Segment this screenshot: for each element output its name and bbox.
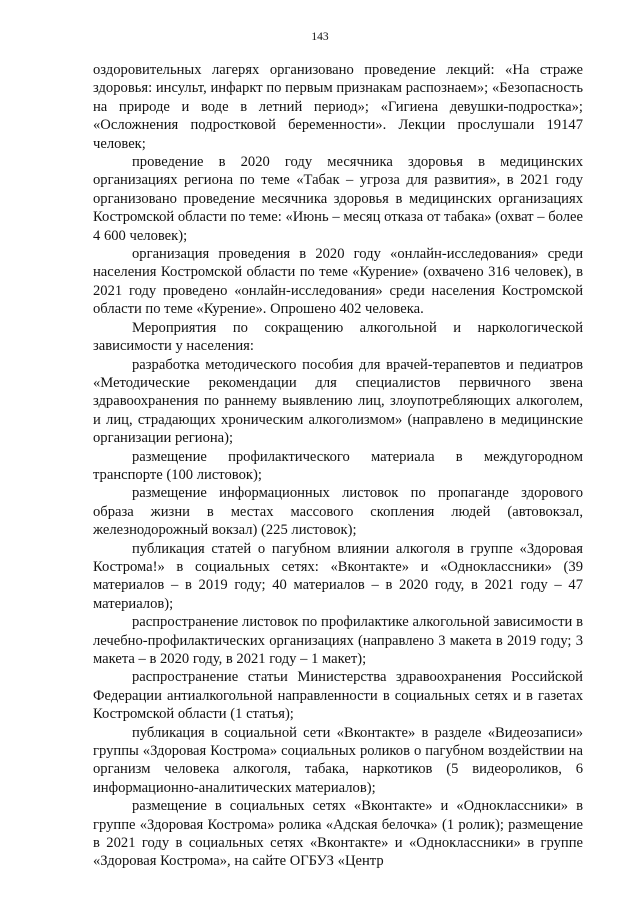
paragraph: Мероприятия по сокращению алкогольной и наркологической зависимости у населения: xyxy=(93,319,583,355)
paragraph: распространение статьи Министерства здравоохранения Российской Федерации антиалкогольной направленности в социальных сетях и в газетах Костромской области (1 статья); xyxy=(93,669,583,723)
paragraph: публикация в социальной сети «Вконтакте» в разделе «Видеозаписи» группы «Здоровая Кострома» социальных роликов о пагубном воздействии на организм человека алкоголя, табака, наркотиков (5 видеороликов, 6 информационно-аналитических материалов); xyxy=(93,724,583,796)
paragraph: размещение в социальных сетях «Вконтакте» и «Одноклассники» в группе «Здоровая Кострома» ролика «Адская белочка» (1 ролик); размещение в 2021 году в социальных сетях «Вконтакте» и «Одноклассники» в группе «Здоровая Кострома», на сайте ОГБУЗ «Центр xyxy=(93,798,583,870)
page-body xyxy=(93,61,583,871)
page-number: 143 xyxy=(311,31,329,43)
paragraph: размещение информационных листовок по пропаганде здорового образа жизни в местах массового скопления людей (автовокзал, железнодорожный вокзал) (225 листовок); xyxy=(93,485,583,539)
paragraph: организация проведения в 2020 году «онлайн-исследования» среди населения Костромской области по теме «Курение» (охвачено 316 человек), в 2021 году проведено «онлайн-исследования» среди населения Костромской области по теме «Курение». Опрошено 402 человека. xyxy=(93,246,583,318)
paragraph: публикация статей о пагубном влиянии алкоголя в группе «Здоровая Кострома!» в социальных сетях: «Вконтакте» и «Одноклассники» (39 материалов – в 2019 году; 40 материалов – в 2020 году, в 2021 году – 47 материалов); xyxy=(93,540,583,612)
paragraph: оздоровительных лагерях организовано проведение лекций: «На страже здоровья: инсульт, инфаркт по первым признакам распознаем»; «Безопасность на природе и воде в летний период»; «Гигиена девушки-подростка»; «Осложнения подростковой беременности». Лекции прослушали 19147 человек; xyxy=(93,62,583,152)
paragraph: распространение листовок по профилактике алкогольной зависимости в лечебно-профилактических организациях (направлено 3 макета в 2019 году; 3 макета – в 2020 году, в 2021 году – 1 макет); xyxy=(93,614,583,667)
paragraph: разработка методического пособия для врачей-терапевтов и педиатров «Методические рекомендации для специалистов первичного звена здравоохранения по раннему выявлению лиц, злоупотребляющих алкоголем, и лиц, страдающих хроническим алкоголизмом» (направлено в медицинские организации региона); xyxy=(93,356,583,447)
paragraph: проведение в 2020 году месячника здоровья в медицинских организациях региона по теме «Табак – угроза для развития», в 2021 году организовано проведение месячника здоровья в медицинских организациях Костромской области по теме: «Июнь – месяц отказа от табака» (охват – более 4 600 человек); xyxy=(93,154,583,244)
paragraph: размещение профилактического материала в междугородном транспорте (100 листовок); xyxy=(93,448,583,483)
